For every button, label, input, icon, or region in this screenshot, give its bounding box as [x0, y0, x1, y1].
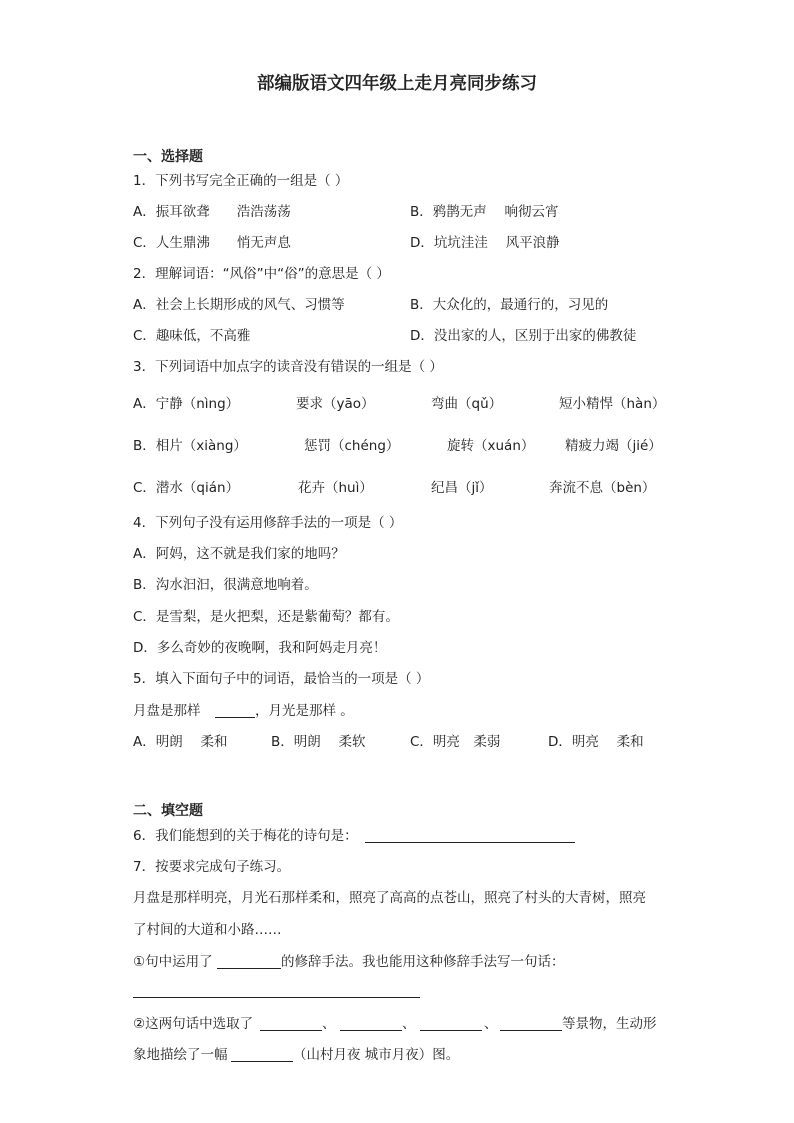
q5-blank[interactable]: [215, 717, 255, 718]
q2-option-a[interactable]: A．社会上长期形成的风气、习惯等: [133, 297, 345, 313]
q2-stem: 2．理解词语：“风俗”中“俗”的意思是（ ）: [133, 266, 390, 282]
q5-sentence-part1: 月盘是那样: [133, 703, 201, 719]
q7-sub2-part1: ②这两句话中选取了: [133, 1016, 254, 1032]
q3-option-b-word1[interactable]: B．相片（xiàng）: [133, 438, 247, 454]
q3-option-a-word2: 要求（yāo）: [296, 396, 375, 412]
q4-option-a[interactable]: A．阿妈，这不就是我们家的地吗？: [133, 546, 345, 562]
q6-answer-blank[interactable]: [365, 842, 575, 843]
q4-option-b[interactable]: B．沟水汩汩，很满意地响着。: [133, 577, 318, 593]
q7-sub2-sep2: 、: [402, 1016, 416, 1032]
q7-passage-line1: 月盘是那样明亮，月光石那样柔和，照亮了高高的点苍山，照亮了村头的大青树，照亮: [133, 890, 646, 906]
q1-stem: 1．下列书写完全正确的一组是（ ）: [133, 173, 349, 189]
section-heading-choice: 一、选择题: [133, 149, 203, 165]
q7-sub1-part1: ①句中运用了: [133, 954, 213, 970]
q7-sub2-blank2[interactable]: [340, 1030, 402, 1031]
q4-stem: 4．下列句子没有运用修辞手法的一项是（ ）: [133, 515, 403, 531]
q7-sub2-part4: （山村月夜 城市月夜）图。: [293, 1047, 460, 1063]
q7-sub2-sep1: 、: [322, 1016, 336, 1032]
q4-option-d[interactable]: D．多么奇妙的夜晚啊，我和阿妈走月亮！: [133, 640, 387, 656]
q3-stem: 3．下列词语中加点字的读音没有错误的一组是（ ）: [133, 359, 443, 375]
q1-option-b[interactable]: B．鸦鹊无声 响彻云宵: [410, 204, 559, 220]
q7-sub2-sep3: 、: [484, 1016, 498, 1032]
q7-sub1-blank[interactable]: [217, 968, 281, 969]
q3-option-c-word3: 纪昌（jǐ）: [431, 480, 493, 496]
q3-option-a-word1[interactable]: A．宁静（nìng）: [133, 396, 240, 412]
q4-option-c[interactable]: C．是雪梨，是火把梨，还是紫葡萄？都有。: [133, 609, 399, 625]
q7-stem: 7．按要求完成句子练习。: [133, 859, 291, 875]
q5-stem: 5．填入下面句子中的词语，最恰当的一项是（ ）: [133, 671, 430, 687]
q1-option-d[interactable]: D．坑坑洼洼 风平浪静: [410, 235, 560, 251]
q5-option-c[interactable]: C．明亮 柔弱: [410, 734, 501, 750]
q6-stem: 6．我们能想到的关于梅花的诗句是：: [133, 828, 358, 844]
page-title: 部编版语文四年级上走月亮同步练习: [257, 74, 537, 94]
q5-option-a[interactable]: A．明朗 柔和: [133, 734, 228, 750]
q3-option-a-word4: 短小精悍（hàn）: [559, 396, 666, 412]
q3-option-a-word3: 弯曲（qǔ）: [431, 396, 503, 412]
q5-option-d[interactable]: D．明亮 柔和: [548, 734, 644, 750]
q7-sub2-blank5[interactable]: [231, 1061, 293, 1062]
q5-option-b[interactable]: B．明朗 柔软: [271, 734, 366, 750]
q5-sentence-part2: ，月光是那样 。: [255, 703, 354, 719]
q1-option-c[interactable]: C．人生鼎沸 悄无声息: [133, 235, 291, 251]
q3-option-b-word3: 旋转（xuán）: [447, 438, 535, 454]
q7-sub2-blank4[interactable]: [500, 1030, 562, 1031]
q3-option-b-word4: 精疲力竭（jié）: [565, 438, 662, 454]
q7-sub2-part2: 等景物，生动形: [562, 1016, 657, 1032]
section-heading-fill: 二、填空题: [133, 803, 203, 819]
q7-sub2-part3: 象地描绘了一幅: [133, 1047, 228, 1063]
q3-option-c-word2: 花卉（huì）: [298, 480, 373, 496]
q2-option-d[interactable]: D．没出家的人，区别于出家的佛教徒: [410, 328, 637, 344]
q3-option-c-word1[interactable]: C．潜水（qián）: [133, 480, 240, 496]
q1-option-a[interactable]: A．振耳欲聋 浩浩荡荡: [133, 204, 291, 220]
q7-sub2-blank3[interactable]: [420, 1030, 482, 1031]
q7-sub1-part2: 的修辞手法。我也能用这种修辞手法写一句话：: [281, 954, 565, 970]
q7-sub2-blank1[interactable]: [260, 1030, 322, 1031]
q3-option-b-word2: 惩罚（chéng）: [304, 438, 400, 454]
q7-sub1-sentence-blank[interactable]: [133, 997, 420, 998]
q7-passage-line2: 了村间的大道和小路……: [133, 922, 282, 938]
q2-option-b[interactable]: B．大众化的，最通行的，习见的: [410, 297, 609, 313]
q3-option-c-word4: 奔流不息（bèn）: [549, 480, 656, 496]
q2-option-c[interactable]: C．趣味低，不高雅: [133, 328, 251, 344]
